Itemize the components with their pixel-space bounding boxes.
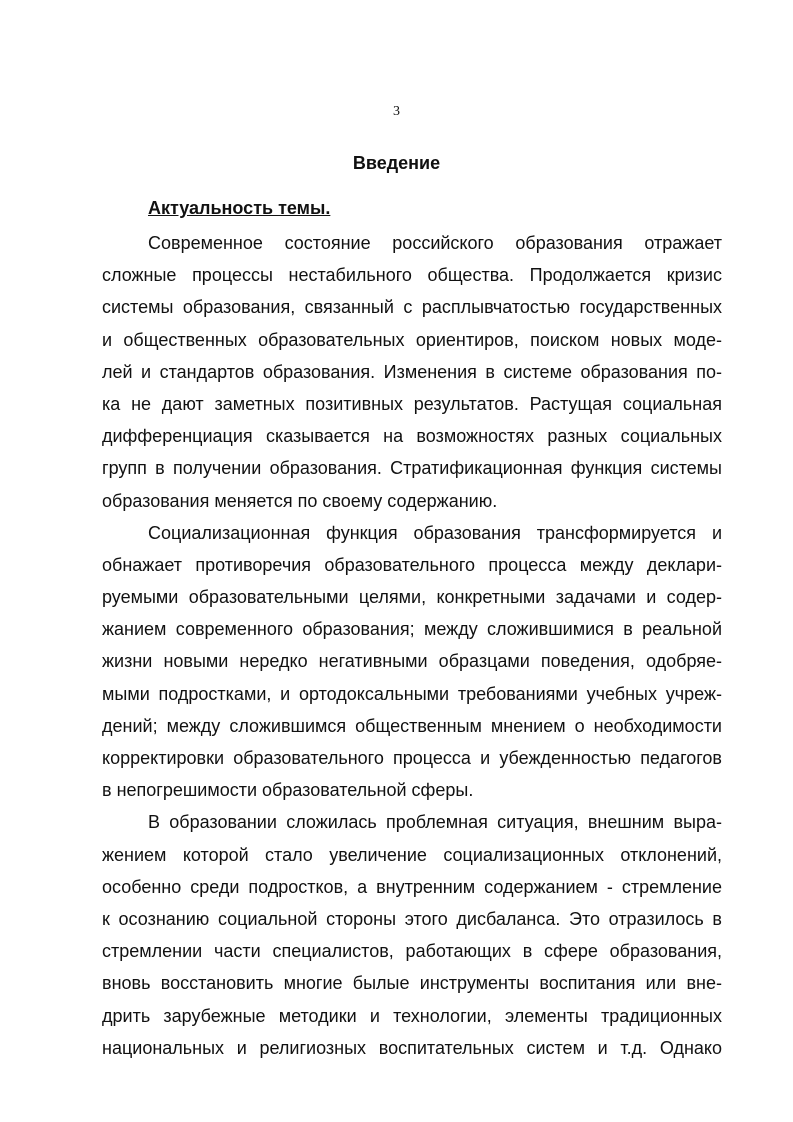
text-line: Современное состояние российского образования отражает (148, 233, 722, 253)
text-line: жанием современного образования; между сложившимися в реальной (102, 619, 722, 640)
text-line: дений; между сложившимся общественным мнением о необходимости (102, 715, 722, 736)
text-line: руемыми образовательными целями, конкретными задачами и содер- (102, 587, 722, 608)
text-line: корректировки образовательного процесса и убежденностью педагогов (102, 748, 722, 768)
text-line: жизни новыми нередко негативными образцами поведения, одобряе- (102, 651, 722, 672)
text-line: к осознанию социальной стороны этого дисбаланса. Это отразилось в (102, 908, 722, 929)
text-line: образования меняется по своему содержанию. (102, 490, 498, 511)
text-line: жением которой стало увеличение социализационных отклонений, (102, 844, 722, 865)
text-line: особенно среди подростков, а внутренним содержанием - стремление (102, 876, 722, 897)
text-line: вновь восстановить многие былые инструменты воспитания или вне- (102, 973, 722, 994)
text-line: обнажает противоречия образовательного процесса между деклари- (102, 554, 722, 575)
body-text (102, 227, 722, 1064)
page-number: 3 (393, 104, 400, 119)
text-line: В образовании сложилась проблемная ситуация, внешним выра- (148, 812, 722, 833)
subsection-heading: Актуальность темы. (148, 198, 331, 218)
text-line: системы образования, связанный с расплывчатостью государственных (102, 297, 722, 318)
section-heading: Введение (352, 153, 441, 173)
text-line: национальных и религиозных воспитательных систем и т.д. Однако (102, 1037, 722, 1058)
text-line: Социализационная функция образования трансформируется и (148, 522, 722, 543)
text-line: ка не дают заметных позитивных результатов. Растущая социальная (102, 393, 722, 414)
text-line: дрить зарубежные методики и технологии, элементы традиционных (102, 1005, 722, 1026)
text-line: групп в получении образования. Стратификационная функция системы (102, 458, 722, 479)
text-line: лей и стандартов образования. Изменения в системе образования по- (102, 361, 722, 382)
text-line: мыми подростками, и ортодоксальными требованиями учебных учреж- (102, 683, 722, 704)
text-line: сложные процессы нестабильного общества. Продолжается кризис (102, 265, 722, 286)
text-line: дифференциация сказывается на возможностях разных социальных (102, 426, 722, 447)
text-line: стремлении части специалистов, работающих в сфере образования, (102, 941, 722, 962)
text-line: в непогрешимости образовательной сферы. (102, 780, 474, 801)
text-line: и общественных образовательных ориентиров, поиском новых моде- (102, 329, 722, 350)
